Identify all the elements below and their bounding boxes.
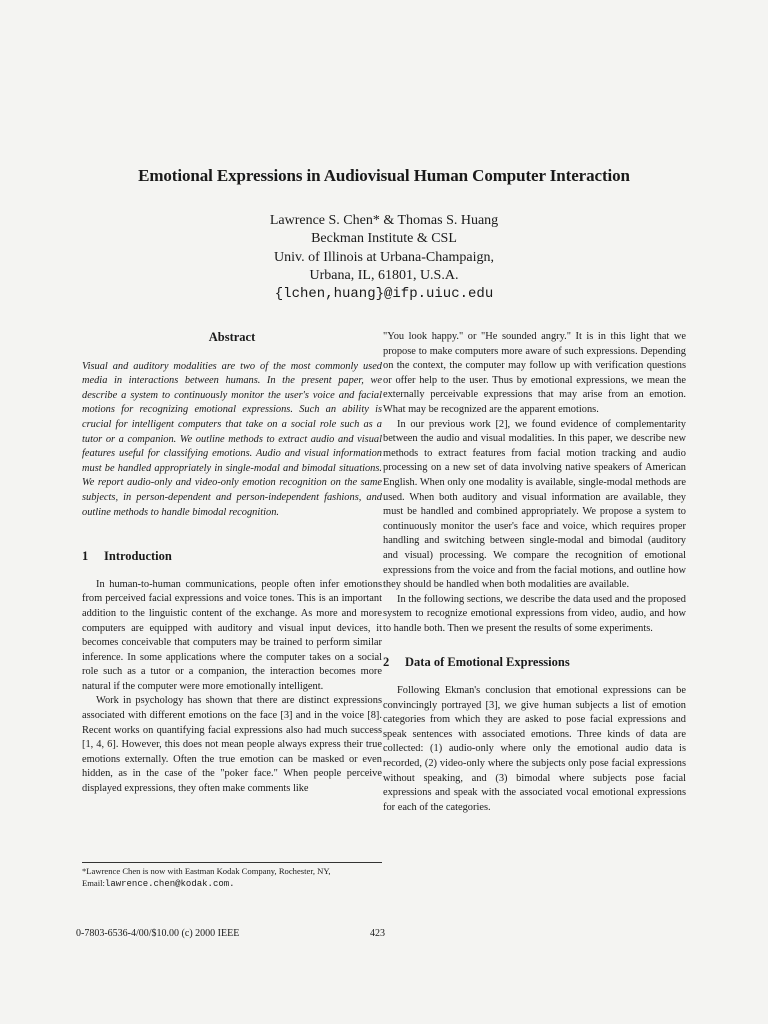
abstract-heading: Abstract [208, 330, 256, 344]
section-title: Introduction [104, 549, 172, 564]
footnote-email: lawrence.chen@kodak.com. [104, 878, 235, 889]
section-heading-introduction [82, 549, 382, 564]
affiliation-institute: Beckman Institute & CSL [311, 231, 457, 247]
footnote-email-label: Email: [82, 877, 105, 888]
intro-paragraph-4: In the following sections, we describe the data used and the proposed system to recognize emotional expressions from video, audio, and how to handle both. Then we present the results of some experiments. [383, 593, 686, 634]
abstract-text: Visual and auditory modalities are two of the most commonly used media in interactions between humans. In the present paper, we describe a system to continuously monitor the user's voice and facial motions for recognizing emotional expressions. Such an ability is crucial for intelligent computers that take on a social role such as a tutor or a companion. We outline methods to extract audio and visual features useful for classifying emotions. Audio and visual information must be handled appropriately in single-modal and bimodal situations. We report audio-only and video-only emotion recognition on the same subjects, in person-dependent and person-independent fashions, and outline methods to handle bimodal recognition. [82, 360, 382, 518]
section-number: 2 [383, 655, 390, 670]
affiliation-university: Univ. of Illinois at Urbana-Champaign, [274, 249, 494, 265]
intro-paragraph-2-continued: "You look happy." or "He sounded angry." It is in this light that we propose to make computers more aware of such expressions. Depending on the context, the computer may follow up with verification questions or offer help to the user. Thus by emotional expressions, we mean the externally perceivable expressions that may arise from an emotion. What may be recognized are the apparent emotions. [383, 331, 686, 415]
intro-paragraph-3: In our previous work [2], we found evidence of complementarity between the audio and visual modalities. In this paper, we describe new methods to extract features from facial motion tracking and audio processing on a new set of data involving native speakers of American English. When only one modality is available, single-modal methods are used. When both auditory and visual information are available, they must be handled and combined appropriately. We propose a system to continuously monitor the user's face and voice, which requires proper handling and switching between single-modal and bimodal (auditory and visual) processing. We compare the recognition of emotional expressions from the voice and from the facial motions, and outline how they should be handled when both modalities are available. [383, 418, 686, 591]
paper-title: Emotional Expressions in Audiovisual Human Computer Interaction [138, 166, 630, 185]
footnote-text: *Lawrence Chen is now with Eastman Kodak Company, Rochester, NY, [82, 866, 331, 876]
author-names: Lawrence S. Chen* & Thomas S. Huang [269, 213, 499, 228]
intro-paragraph-2: Work in psychology has shown that there are distinct expressions associated with different emotions on the face [3] and in the voice [8]. Recent works on quantifying facial expressions also had much success [1, 4, 6]. However, this does not mean people always express their true emotions externally. Often the true emotion can be masked or even hidden, as in the case of the "poker face." When people perceive displayed expressions, they often make comments like [82, 695, 382, 795]
data-paragraph-1: Following Ekman's conclusion that emotional expressions can be convincingly portrayed [3], we give human subjects a list of emotion categories from which they are asked to pose facial expressions and speak sentences with associated emotions. Three kinds of data are collected: (1) audio-only where only the emotional audio data is recorded, (2) video-only where the subjects only pose facial expressions without speaking, and (3) bimodal where subjects pose facial expressions and speak with the associated vocal emotional expressions for each of the categories. [383, 685, 686, 813]
intro-paragraph-1: In human-to-human communications, people often infer emotions from perceived facial expressions and voice tones. This is an important addition to the linguistic content of the exchange. As more and more computers are equipped with auditory and visual input devices, it becomes conceivable that computers may be trained to perform similar inference. In some applications where the computer takes on a social role such as a tutor or a companion, the interaction becomes more natural if the computer were more emotionally intelligent. [82, 578, 382, 692]
author-email: {lchen,huang}@ifp.uiuc.edu [274, 286, 494, 303]
section-number: 1 [82, 549, 89, 564]
copyright-notice: 0-7803-6536-4/00/$10.00 (c) 2000 IEEE [76, 928, 240, 939]
right-column [383, 330, 686, 815]
section-heading-data [383, 655, 686, 670]
footnote [82, 862, 382, 890]
footnote-email-line [82, 878, 382, 891]
section-title: Data of Emotional Expressions [405, 655, 570, 670]
affiliation-address: Urbana, IL, 61801, U.S.A. [309, 267, 459, 283]
left-column [82, 330, 382, 797]
page-number: 423 [370, 928, 385, 939]
author-block [0, 212, 768, 303]
